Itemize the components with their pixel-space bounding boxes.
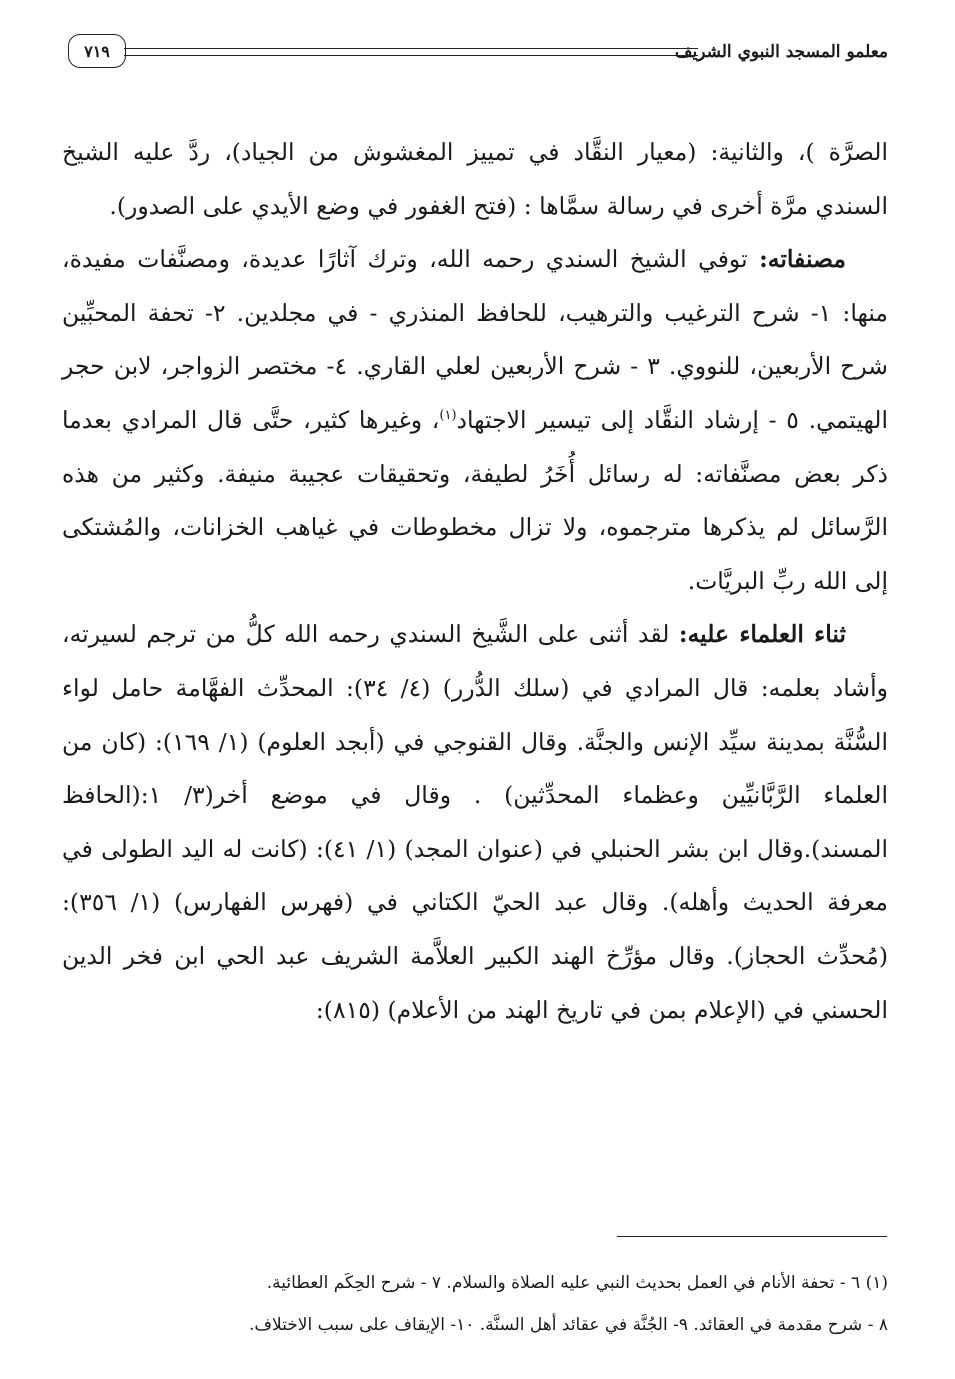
footnote-line-1: (١) ٦ - تحفة الأنام في العمل بحديث النبي عليه الصلاة والسلام. ٧ - شرح الحِكَم العطائية. <box>266 1273 888 1293</box>
works-text-a: توفي الشيخ السندي رحمه الله، وترك آثارًا عديدة، ومصنَّفات مفيدة، منها: ١- شرح الترغيب والترهيب، للحافظ المنذري - في مجلدين. ٢- تحفة المحبِّين شرح الأربعين، للنووي. ٣ - شرح الأربعين لعلي القاري. ٤- مختصر الزواجر، لابن حجر الهيتمي. ٥ - إرشاد النقَّاد إلى تيسير الاجتهاد <box>62 245 888 434</box>
page-number <box>68 34 126 68</box>
header-rule-inner <box>124 55 698 56</box>
footnote-line-2: ٨ - شرح مقدمة في العقائد. ٩- الجُنَّة في عقائد أهل السنَّة. ١٠- الإيقاف على سبب الاختلاف. <box>248 1315 888 1335</box>
paragraph-praise <box>62 608 888 1037</box>
works-text-b: ، وغيرها كثير، حتَّى قال المرادي بعدما ذكر بعض مصنَّفاته: له رسائل أُخَرُ لطيفة، وتحقيقات عجيبة منيفة. وكثير من هذه الرَّسائل لم يذكرها مترجموه، ولا تزال مخطوطات في غياهب الخزانات، والمُشتكى إلى الله ربِّ البريَّات. <box>62 405 888 595</box>
running-title: معلمو المسجد النبوي الشريف <box>674 42 888 62</box>
praise-heading: ثناء العلماء عليه: <box>678 620 846 649</box>
page-header <box>62 30 888 74</box>
footnotes <box>62 1262 888 1346</box>
paragraph-1: الصرَّة )، والثانية: (معيار النقَّاد في تمييز المغشوش من الجياد)، ردَّ عليه الشيخ السندي مرَّة أخرى في رسالة سمَّاها : (فتح الغفور في وضع الأيدي على الصدور). <box>62 138 888 220</box>
footnote-reference[interactable]: (١) <box>439 408 457 424</box>
works-heading: مصنفاته: <box>759 245 846 274</box>
paragraph-works <box>62 233 888 608</box>
header-rule <box>124 48 698 49</box>
praise-text: لقد أثنى على الشَّيخ السندي رحمه الله كلُّ من ترجم لسيرته، وأشاد بعلمه: قال المرادي في (سلك الدُّرر) (٤/ ٣٤): المحدِّث الفهَّامة حامل لواء السُّنَّة بمدينة سيِّد الإنس والجنَّة. وقال القنوجي في (أبجد العلوم) (١/ ١٦٩): (كان من العلماء الرَّبَّانيِّين وعظماء المحدِّثين) . وقال في موضع أخر(٣/ ١:(الحافظ المسند).وقال ابن بشر الحنبلي في (عنوان المجد) (١/ ٤١): (كانت له اليد الطولى في معرفة الحديث وأهله). وقال عبد الحيّ الكتاني في (فهرس الفهارس) (١/ ٣٥٦): (مُحدِّث الحجاز). وقال مؤرِّخ الهند الكبير العلاَّمة الشريف عبد الحي ابن فخر الدين الحسني في (الإعلام بمن في تاريخ الهند من الأعلام) (٨١٥): <box>62 620 889 1024</box>
page-number-text: ٧١٩ <box>84 41 110 61</box>
main-text <box>62 126 888 1037</box>
footnote-separator <box>617 1236 887 1237</box>
